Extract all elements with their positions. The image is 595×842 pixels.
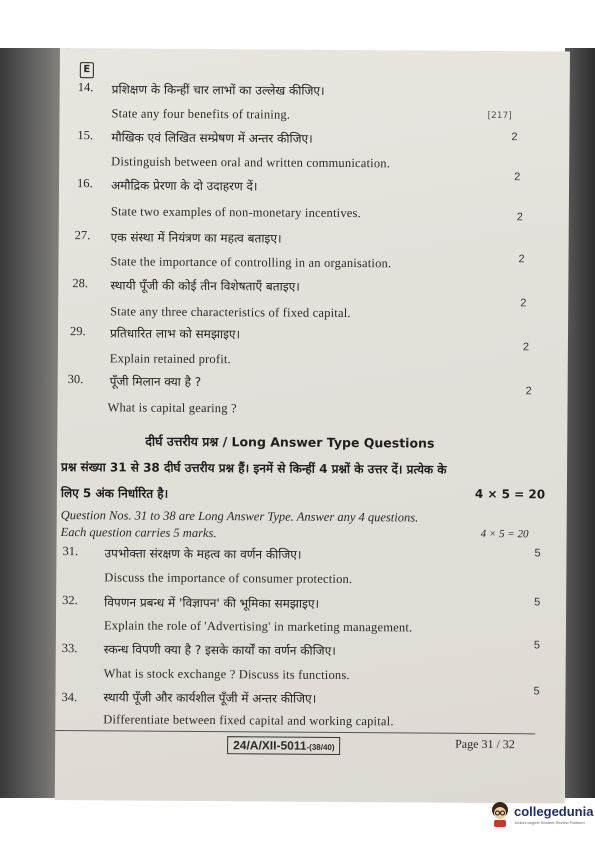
question-number: 32. (62, 593, 78, 608)
question-hindi: स्थायी पूँजी की कोई तीन विशेषताएँ बताइए। (110, 278, 300, 294)
question-hindi: प्रशिक्षण के किन्हीं चार लाभों का उल्लेख कीजिए। (111, 82, 325, 98)
mascot-icon (488, 800, 512, 828)
question-english: What is stock exchange ? Discuss its functions. (103, 666, 350, 683)
question-marks: 2 (522, 341, 530, 354)
question-hindi: पूँजी मिलान क्या है ? (109, 374, 202, 389)
question-english: State any three characteristics of fixed capital. (110, 304, 351, 321)
question-hindi: विपणन प्रबन्ध में 'विज्ञापन' की भूमिका समझाइए। (104, 595, 320, 611)
question-marks: 5 (533, 639, 541, 652)
brand-name: collegedunia (514, 804, 594, 819)
question-english: What is capital gearing ? (107, 400, 237, 416)
question-number: 16. (77, 176, 93, 191)
question-hindi: उपभोक्ता संरक्षण के महत्व का वर्णन कीजिए। (104, 546, 302, 562)
margin-note: [217] (487, 110, 512, 122)
question-english: Discuss the importance of consumer protection. (104, 570, 353, 587)
question-number: 15. (77, 128, 94, 143)
question-english: Distinguish between oral and written communication. (111, 154, 391, 171)
question-english: State the importance of controlling in an organisation. (110, 254, 392, 271)
instruction-hindi: प्रश्न संख्या 31 से 38 दीर्घ उत्तरीय प्रश्न हैं। इनमें से किन्हीं 4 प्रश्नों के उत्तर दें। प्रत्येक के (61, 460, 447, 477)
exam-page (55, 48, 570, 804)
section-title: दीर्घ उत्तरीय प्रश्न / Long Answer Type Questions (145, 433, 435, 451)
question-marks: 5 (534, 596, 541, 609)
question-number: 30. (67, 372, 84, 387)
question-marks: 2 (514, 171, 521, 184)
question-english: State two examples of non-monetary incentives. (110, 204, 362, 221)
question-hindi: अमौद्रिक प्रेरणा के दो उदाहरण दें। (110, 178, 258, 194)
set-badge: E (80, 62, 94, 78)
question-hindi: स्थायी पूँजी और कार्यशील पूँजी में अन्तर कीजिए। (103, 690, 317, 706)
question-number: 14. (77, 80, 94, 95)
question-english: Explain the role of 'Advertising' in marketing management. (103, 618, 413, 635)
question-english: State any four benefits of training. (111, 106, 291, 122)
question-marks: 2 (516, 211, 523, 224)
instruction-hindi: लिए 5 अंक निर्धारित है। (60, 486, 169, 501)
marks-total: 4 × 5 = 20 (480, 527, 529, 541)
question-marks: 2 (525, 385, 532, 398)
question-hindi: एक संस्था में नियंत्रण का महत्व बताइए। (110, 230, 282, 246)
right-background (565, 48, 595, 798)
collegedunia-logo (488, 796, 595, 836)
question-hindi: स्कन्ध विपणी क्या है ? इसके कार्यों का वर्णन कीजिए। (103, 642, 336, 658)
question-number: 29. (69, 324, 86, 339)
question-hindi: मौखिक एवं लिखित सम्प्रेषण में अन्तर कीजिए। (111, 130, 313, 146)
footer-rule (55, 730, 535, 734)
paper-code (227, 736, 341, 755)
paper-code-text: 24/A/XII-5011 (233, 738, 307, 753)
page-number: Page 31 / 32 (455, 736, 515, 752)
marks-total: 4 × 5 = 20 (474, 486, 546, 502)
instruction-english: Each question carries 5 marks. (60, 525, 217, 541)
question-marks: 2 (511, 131, 518, 144)
brand-tagline: India's largest Student Review Platform (515, 820, 585, 825)
question-marks: 5 (533, 685, 540, 698)
question-number: 33. (61, 641, 78, 656)
question-english: Explain retained profit. (109, 351, 231, 367)
question-number: 34. (61, 690, 78, 705)
question-number: 28. (72, 276, 89, 291)
question-marks: 5 (534, 547, 541, 560)
question-hindi: प्रतिधारित लाभ को समझाइए। (109, 326, 241, 342)
question-number: 27. (74, 228, 91, 243)
question-number: 31. (62, 544, 79, 559)
question-marks: 2 (518, 253, 525, 266)
question-english: Differentiate between fixed capital and working capital. (103, 712, 394, 729)
instruction-english: Question Nos. 31 to 38 are Long Answer Type. Answer any 4 questions. (60, 508, 419, 525)
question-marks: 2 (520, 297, 527, 310)
paper-code-suffix: -(38/40) (306, 742, 335, 752)
